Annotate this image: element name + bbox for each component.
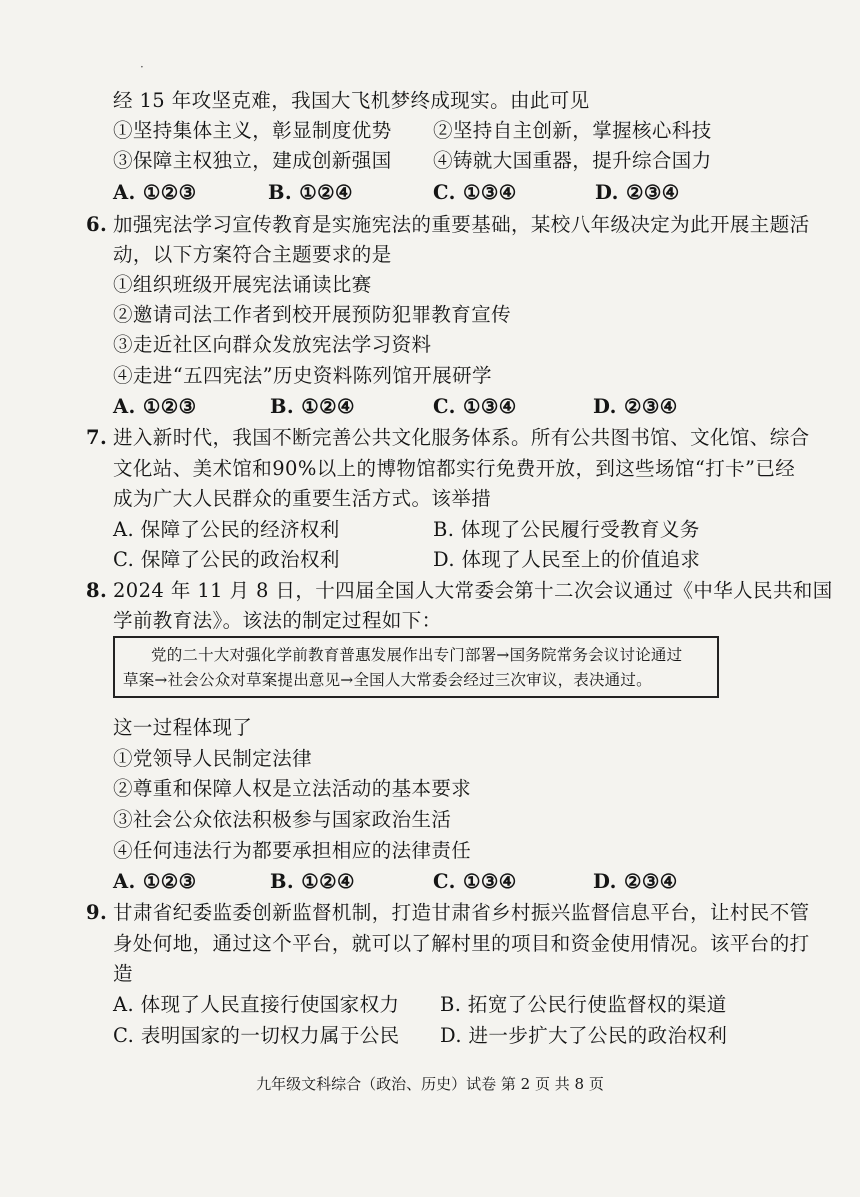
q6-number: 6. [86, 213, 108, 236]
q5-option-b: B. ①②④ [268, 181, 353, 204]
q8-statement-2: ②尊重和保障人权是立法活动的基本要求 [113, 777, 472, 800]
q8-statement-3: ③社会公众依法积极参与国家政治生活 [113, 808, 452, 831]
q6-option-a: A. ①②③ [113, 395, 197, 418]
q7-option-c: C. 保障了公民的政治权利 [113, 548, 340, 571]
legislation-process-box [113, 636, 719, 698]
q6-option-c: C. ①③④ [433, 395, 517, 418]
q8-statement-4: ④任何违法行为都要承担相应的法律责任 [113, 839, 472, 862]
q7-option-d: D. 体现了人民至上的价值追求 [433, 548, 701, 571]
q8-option-a: A. ①②③ [113, 870, 197, 893]
q9-stem-line-2: 身处何地，通过这个平台，就可以了解村里的项目和资金使用情况。该平台的打 [113, 932, 810, 955]
q8-stem-line-2: 学前教育法》。该法的制定过程如下： [113, 609, 442, 632]
q7-option-a: A. 保障了公民的经济权利 [113, 518, 340, 541]
q6-statement-2: ②邀请司法工作者到校开展预防犯罪教育宣传 [113, 303, 512, 326]
q5-stem: 经 15 年攻坚克难，我国大飞机梦终成现实。由此可见 [113, 89, 590, 112]
process-box-line-1: 党的二十大对强化学前教育普惠发展作出专门部署→国务院常务会议讨论通过 [151, 646, 683, 664]
q9-stem-line-1: 甘肃省纪委监委创新监督机制，打造甘肃省乡村振兴监督信息平台，让村民不管 [113, 901, 810, 924]
q6-stem-line-1: 加强宪法学习宣传教育是实施宪法的重要基础，某校八年级决定为此开展主题活 [113, 213, 810, 236]
q8-statement-1: ①党领导人民制定法律 [113, 747, 313, 770]
q9-number: 9. [86, 901, 108, 924]
q7-stem-line-2: 文化站、美术馆和90%以上的博物馆都实行免费开放，到这些场馆“打卡”已经 [113, 457, 796, 480]
q8-option-c: C. ①③④ [433, 870, 517, 893]
q6-option-d: D. ②③④ [593, 395, 678, 418]
process-box-line-2: 草案→社会公众对草案提出意见→全国人大常委会经过三次审议，表决通过。 [123, 671, 652, 689]
q7-stem-line-1: 进入新时代，我国不断完善公共文化服务体系。所有公共图书馆、文化馆、综合 [113, 426, 810, 449]
q7-number: 7. [86, 426, 108, 449]
q6-option-b: B. ①②④ [270, 395, 355, 418]
q8-stem-line-1: 2024 年 11 月 8 日，十四届全国人大常委会第十二次会议通过《中华人民共和国 [113, 579, 833, 602]
q9-option-c: C. 表明国家的一切权力属于公民 [113, 1024, 400, 1047]
q5-statement-2: ②坚持自主创新，掌握核心科技 [433, 119, 712, 142]
q5-option-d: D. ②③④ [595, 181, 680, 204]
q9-option-d: D. 进一步扩大了公民的政治权利 [440, 1024, 728, 1047]
q8-option-d: D. ②③④ [593, 870, 678, 893]
q5-option-c: C. ①③④ [433, 181, 517, 204]
q9-stem-line-3: 造 [113, 962, 133, 985]
q8-option-b: B. ①②④ [270, 870, 355, 893]
q6-statement-1: ①组织班级开展宪法诵读比赛 [113, 273, 372, 296]
q8-lead: 这一过程体现了 [113, 716, 253, 739]
page-footer: 九年级文科综合（政治、历史）试卷 第 2 页 共 8 页 [256, 1075, 604, 1093]
q6-statement-3: ③走近社区向群众发放宪法学习资料 [113, 333, 432, 356]
q5-statement-4: ④铸就大国重器，提升综合国力 [433, 149, 712, 172]
q7-stem-line-3: 成为广大人民群众的重要生活方式。该举措 [113, 487, 492, 510]
q9-option-a: A. 体现了人民直接行使国家权力 [113, 993, 400, 1016]
q7-option-b: B. 体现了公民履行受教育义务 [433, 518, 700, 541]
scan-mark: · [140, 60, 144, 74]
q8-number: 8. [86, 579, 108, 602]
q9-option-b: B. 拓宽了公民行使监督权的渠道 [440, 993, 727, 1016]
q6-statement-4: ④走进“五四宪法”历史资料陈列馆开展研学 [113, 364, 492, 387]
q5-option-a: A. ①②③ [113, 181, 197, 204]
q6-stem-line-2: 动，以下方案符合主题要求的是 [113, 243, 392, 266]
q5-statement-1: ①坚持集体主义，彰显制度优势 [113, 119, 392, 142]
q5-statement-3: ③保障主权独立，建成创新强国 [113, 149, 392, 172]
